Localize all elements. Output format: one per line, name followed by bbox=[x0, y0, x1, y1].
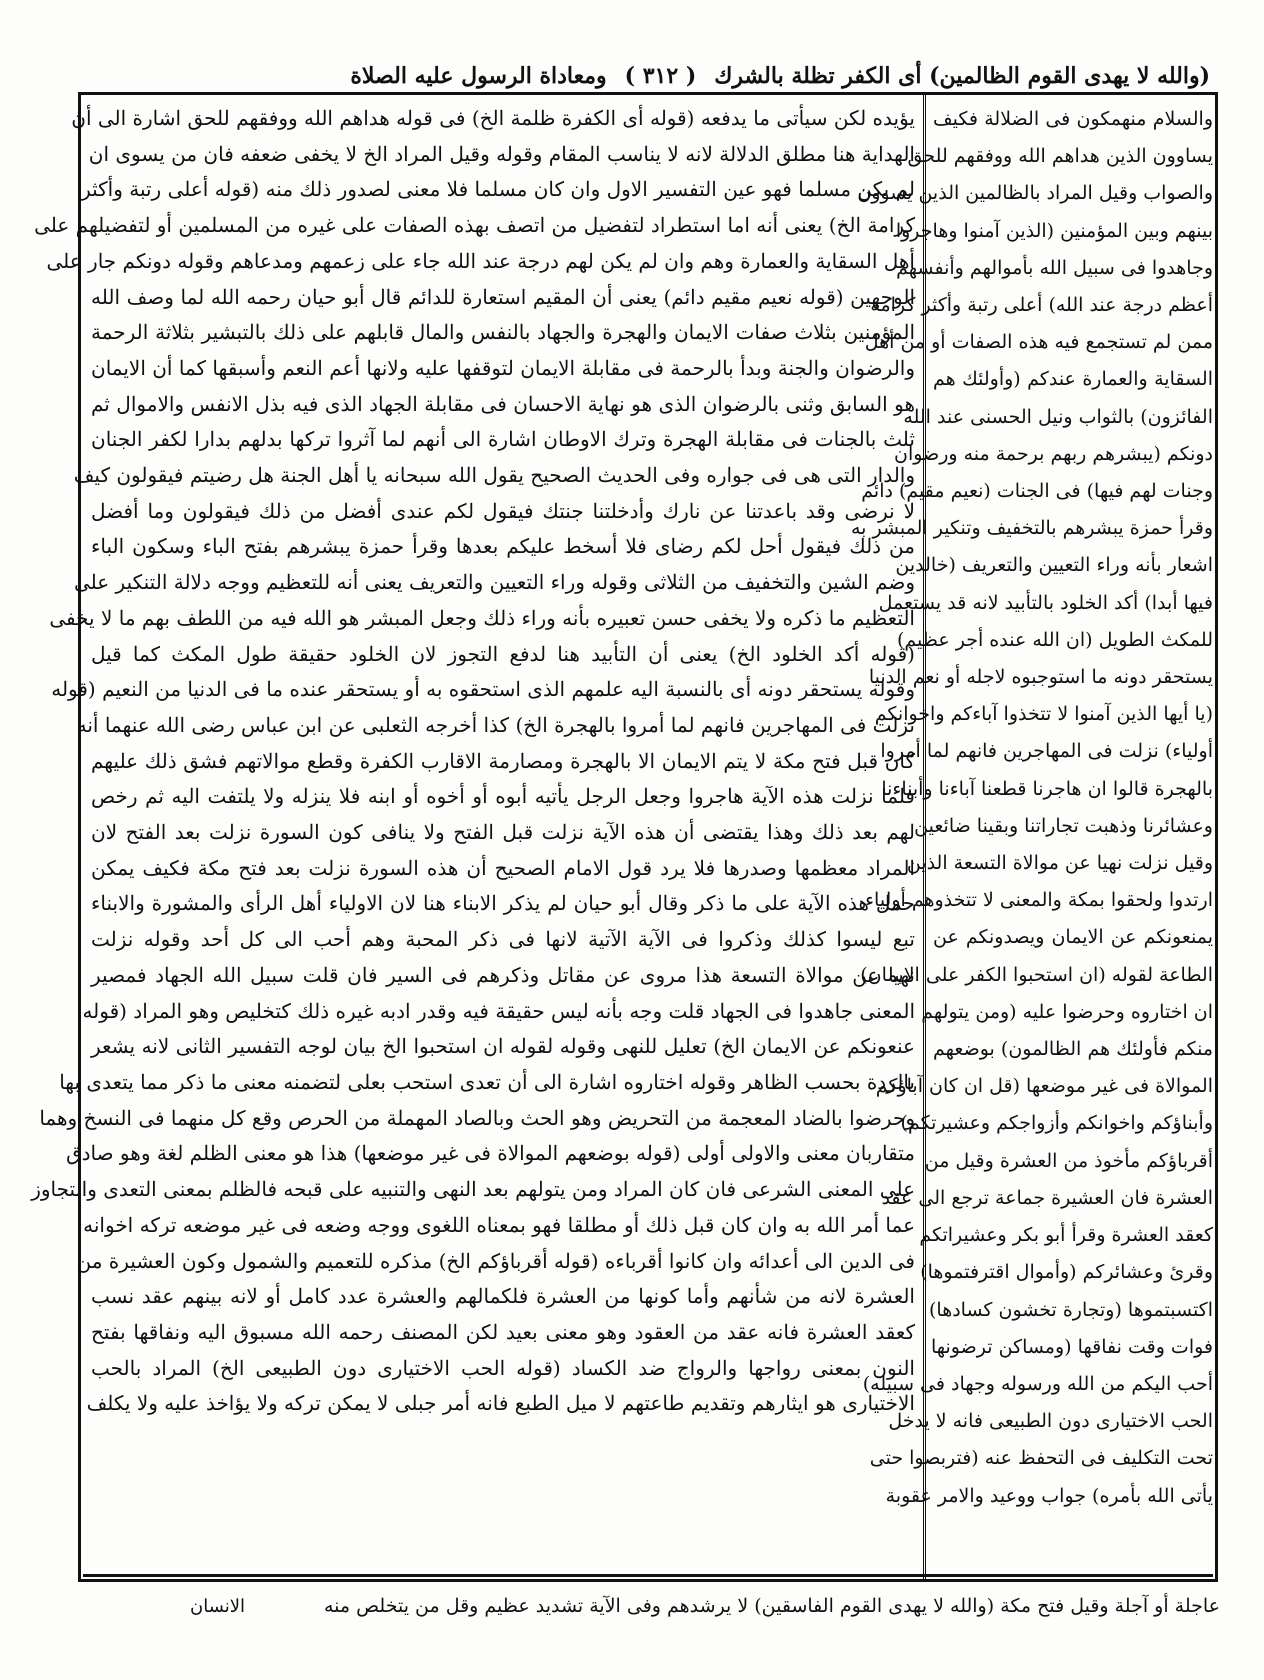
commentary-line: فلما نزلت هذه الآية هاجروا وجعل الرجل يأتيه أبوه أو أخوه أو ابنه فلا ينزله ولا يلتفت اليه ثم رخص bbox=[91, 784, 915, 809]
commentary-line: والدار التى هى فى جواره وفى الحديث الصحيح يقول الله سبحانه يا أهل الجنة هل رضيتم فيقولون كيف bbox=[73, 463, 915, 488]
commentary-line: (قوله أكد الخلود الخ) يعنى أن التأبيد هنا لدفع التجوز لان الخلود حقيقة طول المكث كما قيل bbox=[91, 641, 915, 666]
page-footer bbox=[100, 1588, 1220, 1624]
commentary-line: بالردة بحسب الظاهر وقوله اختاروه اشارة الى أن تعدى استحب بعلى لتضمنه معنى ما ذكر مما يتعدى بها bbox=[59, 1069, 915, 1094]
tafsir-line: وعشائرنا وذهبت تجاراتنا وبقينا ضائعين bbox=[914, 814, 1213, 837]
tafsir-line: الموالاة فى غير موضعها (قل ان كان آباؤكم bbox=[875, 1075, 1213, 1098]
commentary-line: والرضوان والجنة وبدأ بالرحمة فى مقابلة الايمان لتوقفها عليه ولانها أعم النعم وأسبقها كما أن الايمان bbox=[91, 355, 915, 380]
tafsir-line: منكم فأولئك هم الظالمون) بوضعهم bbox=[933, 1038, 1213, 1061]
tafsir-line: السقاية والعمارة عندكم (وأولئك هم bbox=[933, 368, 1213, 391]
commentary-line: كان قبل فتح مكة لا يتم الايمان الا بالهجرة ومصارمة الاقارب الكفرة وقطع موالاتهم فشق ذلك عليهم bbox=[91, 748, 915, 773]
commentary-line: فى الدين الى أعدائه وان كانوا أقرباءه (قوله أقرباؤكم الخ) مذكره للتعميم والشمول وكون العشيرة من bbox=[76, 1248, 915, 1273]
tafsir-line: كعقد العشرة وقرأ أبو بكر وعشيراتكم bbox=[919, 1224, 1213, 1247]
commentary-line: عنعونكم عن الايمان الخ) تعليل للنهى وقوله لقوله ان استحبوا الخ بيان لوجه التفسير الثانى لانه يشعر bbox=[91, 1034, 915, 1059]
tafsir-line: أولياء) نزلت فى المهاجرين فانهم لما أمروا bbox=[880, 740, 1213, 763]
commentary-line: المعنى جاهدوا فى الجهاد قلت وجه بأنه ليس حقيقة فيه وقدر ادبه غيره ذلك كتخليص وهو المراد (قوله bbox=[82, 998, 915, 1023]
commentary-line: تبع ليسوا كذلك وذكروا فى الآية الآتية لانها فى ذكر المحبة وهم أحب الى كل أحد وقوله نزلت bbox=[91, 927, 915, 952]
tafsir-line: العشرة فان العشيرة جماعة ترجع الى عقد bbox=[881, 1186, 1213, 1209]
commentary-line: العشرة لانه من شأنهم وأما كونها من العشرة فلكمالهم والعشرة عدد كامل أو لانه بينهم عقد نسب bbox=[91, 1284, 915, 1309]
tafsir-line: وجنات لهم فيها) فى الجنات (نعيم مقيم) دائم bbox=[861, 480, 1213, 503]
page-number: ( ٣١٢ ) bbox=[624, 63, 697, 89]
header-verse: (والله لا يهدى القوم الظالمين) أى الكفر تظلة بالشرك bbox=[714, 63, 1210, 89]
tafsir-column bbox=[850, 101, 1213, 1565]
tafsir-line: أقرباؤكم مأخوذ من العشرة وقيل من bbox=[924, 1149, 1213, 1172]
tafsir-line: اكتسبتموها (وتجارة تخشون كسادها) bbox=[929, 1298, 1213, 1321]
tafsir-line: يستحقر دونه ما استوجبوه لاجله أو نعم الدنيا bbox=[868, 666, 1213, 689]
tafsir-line: الطاعة لقوله (ان استحبوا الكفر على الايمان) bbox=[860, 963, 1213, 986]
tafsir-line: وقرئ وعشائركم (وأموال اقترفتموها) bbox=[920, 1261, 1213, 1284]
tafsir-line: تحت التكليف فى التحفظ عنه (فتربصوا حتى bbox=[869, 1447, 1213, 1470]
commentary-line: ثلث بالجنات فى مقابلة الهجرة وترك الاوطان اشارة الى أنهم لما آثروا تركها بدلهم بدارا لكفر الجنان bbox=[91, 427, 915, 452]
commentary-line: لا نرضى وقد باعدتنا عن نارك وأدخلتنا جنتك فيقول لكم عندى أفضل من ذلك فيقولون وما أفضل bbox=[91, 498, 915, 523]
commentary-line: نزلت فى المهاجرين فانهم لما أمروا بالهجرة الخ) كذا أخرجه الثعلبى عن ابن عباس رضى الله عنهما أنه bbox=[76, 712, 915, 737]
page-frame bbox=[31, 92, 1218, 1582]
tafsir-line: بالهجرة قالوا ان هاجرنا قطعنا آباءنا وأبناءنا bbox=[881, 777, 1213, 800]
tafsir-line: يساوون الذين هداهم الله ووفقهم للحق bbox=[907, 145, 1213, 168]
commentary-line: هو السابق وثنى بالرضوان الذى هو نهاية الاحسان فى مقابلة الجهاد الذى فيه بذل الانفس والاموال ثم bbox=[91, 391, 915, 416]
commentary-line: كعقد العشرة فانه عقد من العقود وهو معنى بعيد لكن المصنف رحمه الله مسبوق اليه ونفاقها بفتح bbox=[91, 1319, 915, 1344]
commentary-line: المؤمنين بثلاث صفات الايمان والهجرة والجهاد بالنفس والمال قابلهم على ذلك بالتبشير بثلاثة الرحمة bbox=[91, 320, 915, 345]
commentary-line: الاختيارى هو ايثارهم وتقديم طاعتهم لا ميل الطبع فانه أمر جبلى لا يمكن تركه ولا يؤاخذ عليه ولا يكلف bbox=[86, 1391, 915, 1416]
commentary-line: يؤيده لكن سيأتى ما يدفعه (قوله أى الكفرة ظلمة الخ) فى قوله هداهم الله ووفقهم للحق اشارة الى أن bbox=[71, 106, 915, 130]
tafsir-line: وجاهدوا فى سبيل الله بأموالهم وأنفسهم bbox=[896, 256, 1213, 279]
header-continuation: ومعاداة الرسول عليه الصلاة bbox=[350, 63, 607, 89]
footer-text: عاجلة أو آجلة وقيل فتح مكة (والله لا يهدى القوم الفاسقين) لا يرشدهم وفى الآية تشديد عظيم وقل من يتخلص منه bbox=[324, 1595, 1220, 1617]
commentary-line: التعظيم ما ذكره ولا يخفى حسن تعبيره بأنه وراء ذلك وجعل المبشر هو الله فيه من اللطف بهم ما لا يخفى bbox=[49, 605, 915, 630]
tafsir-line: ارتدوا ولحقوا بمكة والمعنى لا تتخذوهم أولياء bbox=[865, 889, 1213, 912]
commentary-line: متقاربان معنى والاولى أولى (قوله بوضعهم الموالاة فى غير موضعها) هذا هو معنى الظلم لغة وهو صادق bbox=[66, 1141, 915, 1166]
tafsir-line: والصواب وقيل المراد بالظالمين الذين يسوون bbox=[857, 182, 1213, 205]
commentary-column bbox=[31, 101, 915, 1565]
commentary-line: المراد معظمها وصدرها فلا يرد قول الامام الصحيح أن هذه السورة نزلت بعد فتح مكة فكيف يمكن bbox=[91, 855, 915, 880]
catchword: الانسان bbox=[190, 1595, 246, 1617]
tafsir-line: وأبناؤكم واخوانكم وأزواجكم وعشيرتكم) bbox=[900, 1112, 1213, 1135]
tafsir-line: (يا أيها الذين آمنوا لا تتخذوا آباءكم واخوانكم bbox=[874, 703, 1213, 726]
tafsir-line: أعظم درجة عند الله) أعلى رتبة وأكثر كرامة bbox=[870, 294, 1213, 317]
tafsir-line: الفائزون) بالثواب ونيل الحسنى عند الله bbox=[903, 405, 1213, 428]
tafsir-line: الحب الاختيارى دون الطبيعى فانه لا يدخل bbox=[888, 1410, 1213, 1433]
commentary-line: حمل هذه الآية على ما ذكر وقال أبو حيان لم يذكر الابناء هنا لان الاولياء أهل الرأى والمشورة والابناء bbox=[91, 891, 915, 916]
page-header bbox=[80, 58, 1210, 94]
commentary-line: وحرضوا بالضاد المعجمة من التحريض وهو الحث وبالصاد المهملة من الحرص وقع كل منهما فى النسخ وهما bbox=[39, 1105, 915, 1130]
tafsir-line: وقيل نزلت نهيا عن موالاة التسعة الذين bbox=[906, 852, 1213, 875]
tafsir-line: يمنعونكم عن الايمان ويصدونكم عن bbox=[933, 926, 1213, 949]
commentary-line: النون بمعنى رواجها والرواج ضد الكساد (قوله الحب الاختيارى دون الطبيعى الخ) المراد بالحب bbox=[91, 1355, 915, 1380]
tafsir-line: يأتى الله بأمره) جواب ووعيد والامر عقوبة bbox=[885, 1484, 1213, 1507]
commentary-line: وقوله يستحقر دونه أى بالنسبة اليه علمهم الذى استحقوه به أو يستحقر عنده ما فى الدنيا من النعيم (قوله bbox=[51, 677, 915, 702]
tafsir-line: للمكث الطويل (ان الله عنده أجر عظيم) bbox=[896, 628, 1213, 651]
tafsir-line: والسلام منهمكون فى الضلالة فكيف bbox=[933, 108, 1213, 130]
commentary-line: لم يكن مسلما فهو عين التفسير الاول وان كان مسلما فلا معنى لصدور ذلك منه (قوله أعلى رتبة وأكثر bbox=[81, 177, 915, 202]
tafsir-line: بينهم وبين المؤمنين (الذين آمنوا وهاجروا bbox=[895, 219, 1213, 242]
commentary-line: الهداية هنا مطلق الدلالة لانه لا يناسب المقام وقوله وقيل المراد الخ لا يخفى ضعفه فان من يسوى ان bbox=[88, 141, 915, 166]
commentary-line: لهم بعد ذلك وهذا يقتضى أن هذه الآية نزلت قبل الفتح ولا ينافى كون السورة نزلت بعد الفتح لان bbox=[91, 820, 915, 845]
tafsir-line: اشعار بأنه وراء التعيين والتعريف (خالدين bbox=[895, 554, 1213, 577]
tafsir-line: ممن لم تستجمع فيه هذه الصفات أو من أهل bbox=[864, 331, 1213, 354]
commentary-line: على المعنى الشرعى فان كان المراد ومن يتولهم بعد النهى والتنبيه على قبحه فالظلم بمعنى التعدى والتجاوز bbox=[31, 1177, 915, 1202]
tafsir-line: فوات وقت نفاقها (ومساكن ترضونها bbox=[930, 1335, 1213, 1358]
commentary-line: الوجهين (قوله نعيم مقيم دائم) يعنى أن المقيم استعارة للدائم قال أبو حيان رحمه الله لما وصف الله bbox=[91, 284, 915, 309]
tafsir-line: أحب اليكم من الله ورسوله وجهاد فى سبيله) bbox=[862, 1372, 1213, 1395]
tafsir-line: وقرأ حمزة يبشرهم بالتخفيف وتنكير المبشر به bbox=[850, 517, 1213, 540]
tafsir-line: دونكم (يبشرهم ربهم برحمة منه ورضوان bbox=[894, 442, 1213, 465]
commentary-line: عما أمر الله به وان كان قبل ذلك أو مطلقا فهو بمعناه اللغوى ووجه وضعه فى غير موضعه تركه اخوانه bbox=[83, 1212, 915, 1237]
commentary-line: نهيا عن موالاة التسعة هذا مروى عن مقاتل وذكرهم فى السير فان قلت سبيل الله الجهاد فمصير bbox=[91, 962, 915, 987]
commentary-line: وضم الشين والتخفيف من الثلاثى وقوله وراء التعيين والتعريف يعنى أنه للتعظيم ووجه دلالة التنكير على bbox=[73, 570, 915, 595]
commentary-line: كرامة الخ) يعنى أنه اما استطراد لتفضيل من اتصف بهذه الصفات على غيره من المسلمين أو لتفضيلهم على bbox=[34, 213, 915, 238]
commentary-line: من ذلك فيقول أحل لكم رضاى فلا أسخط عليكم بعدها وقرأ حمزة يبشرهم بفتح الباء وسكون الباء bbox=[91, 534, 915, 559]
tafsir-line: فيها أبدا) أكد الخلود بالتأبيد لانه قد يستعمل bbox=[878, 591, 1213, 614]
commentary-line: أهل السقاية والعمارة وهم وان لم يكن لهم درجة عند الله جاء على زعمهم ومدعاهم وقوله دونكم جار على bbox=[46, 248, 915, 273]
tafsir-line: ان اختاروه وحرضوا عليه (ومن يتولهم bbox=[921, 1000, 1213, 1023]
